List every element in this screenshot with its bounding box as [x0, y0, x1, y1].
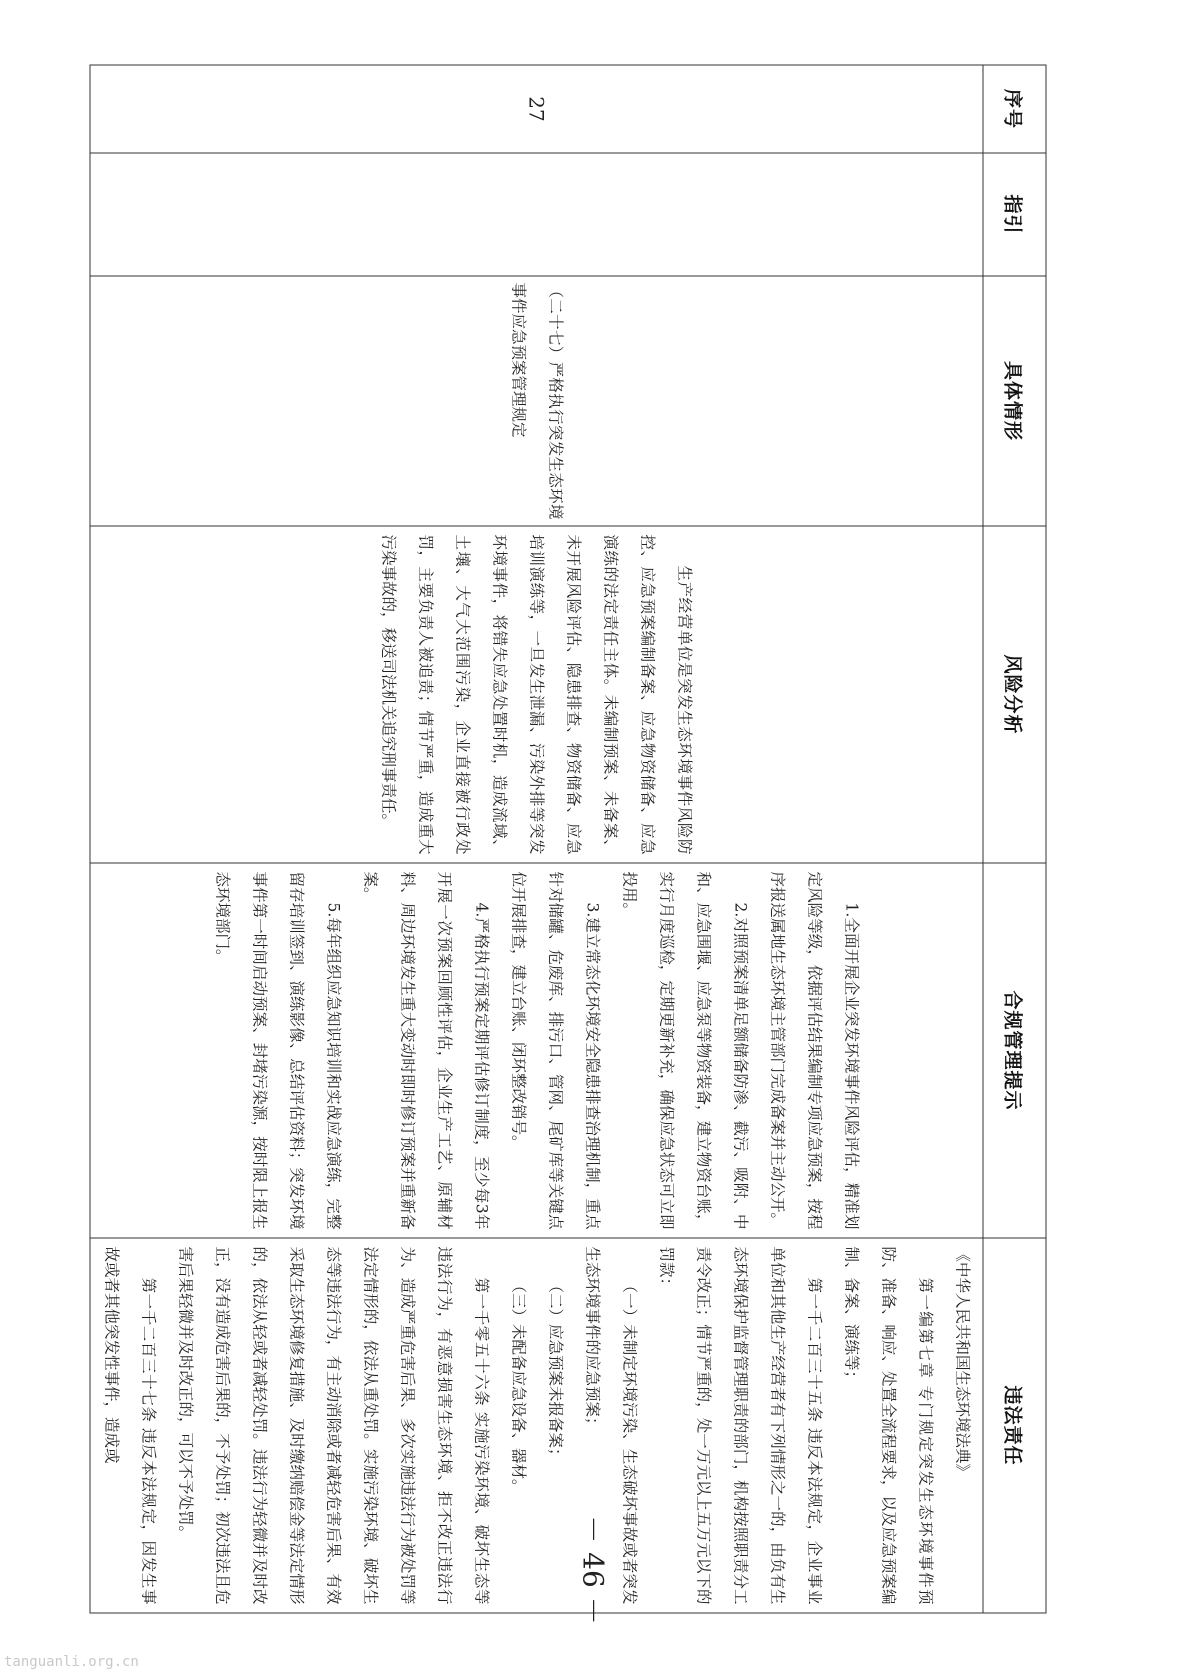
header-tips: 合规管理提示 — [983, 863, 1046, 1238]
watermark: tanguanli.org.cn — [4, 1654, 139, 1670]
liability-paragraph: （二）应急预案未报备案； — [546, 1277, 565, 1464]
tip-item: 1.全面开展企业突发环境事件风险评估，精准划定风险等级，依据评估结果编制专项应急预案，按程序报送属地生态环境主管部门完成备案并主动公开。 — [768, 871, 861, 1230]
compliance-table — [90, 65, 1047, 1614]
tip-item: 3.建立常态化环境安全隐患排查治理机制，重点针对储罐、危废库、排污口、管网、尾矿库等关键点位开展排查，建立台账、闭环整改销号。 — [509, 871, 602, 1230]
risk-text: 生产经营单位是突发生态环境事件风险防控、应急预案编制备案、应急物资储备、应急演练的法定责任主体。未编制预案、未备案、未开展风险评估、隐患排查、物资储备、应急培训演练等，一旦发生泄漏、污染外排等突发环境事件，将错失应急处置时机，造成流域、土壤、大气大范围污染，企业直接被行政处罚，主要负责人被追责；情节严重，造成重大污染事故的，移送司法机关追究刑事责任。 — [380, 534, 694, 855]
tip-item: 2.对照预案清单足额储备防渗、截污、吸附、中和、应急围堰、应急泵等物资装备，建立物资台账，实行月度巡检，定期更新补充，确保应急状态可立即投用。 — [620, 871, 750, 1230]
cell-tips — [90, 863, 983, 1238]
liability-paragraph: （一）未制定环境污染、生态破坏事故或者突发生态环境事件的应急预案； — [583, 1246, 639, 1605]
page-number-text: － 46 － — [577, 1515, 610, 1625]
page-number — [570, 1505, 620, 1635]
liability-code-title: 《中华人民共和国生态环境法典》 — [953, 1246, 972, 1480]
liability-paragraph: 第一编第七章 专门规定突发生态环境事件预防、准备、响应、处置全流程要求，以及应急预案编制、备案、演练等； — [842, 1246, 935, 1605]
liability-paragraph: 第一千零五十六条 实施污染环境、破坏生态等违法行为，有恶意损害生态环境、拒不改正违法行为、造成严重危害后果、多次实施违法行为被处罚等法定情形的，依法从重处罚。实施污染环境、破坏生态等违法行为，有主动消除或者减轻危害后果、有效采取生态环境修复措施、及时缴纳赔偿金等法定情形的，依法从轻或者减轻处罚。违法行为轻微并及时改正，没有造成危害后果的，不予处罚；初次违法且危害后果轻微并及时改正的，可以不予处罚。 — [176, 1246, 491, 1605]
situation-text: （二十七）严格执行突发生态环境事件应急预案管理规定 — [509, 282, 565, 520]
liability-paragraph: （三）未配备应急设备、器材。 — [509, 1277, 528, 1495]
cell-risk — [90, 526, 983, 863]
header-liability: 违法责任 — [983, 1238, 1046, 1613]
cell-liability — [90, 1238, 983, 1613]
header-situation: 具体情形 — [983, 276, 1046, 526]
cell-guide — [90, 153, 983, 276]
tip-item: 5.每年组织应急知识培训和实战应急演练，完整留存培训签到、演练影像、总结评估资料；突发环境事件第一时间启动预案、封堵污染源，按时限上报生态环境部门。 — [213, 871, 343, 1230]
liability-paragraph: 第一千二百三十五条 违反本法规定，企业事业单位和其他生产经营者有下列情形之一的，由负有生态环境保护监督管理职责的部门，机构按照职责分工责令改正；情节严重的，处一万元以上五万元以下的罚款： — [657, 1246, 824, 1605]
header-guide: 指引 — [983, 153, 1046, 276]
tip-item: 4.严格执行预案定期评估修订制度，至少每3年开展一次预案回顾性评估，企业生产工艺、原辅材料、周边环境发生重大变动时即时修订预案并重新备案。 — [361, 871, 491, 1230]
cell-situation — [90, 276, 983, 526]
header-seq: 序号 — [983, 65, 1046, 153]
rotated-table-container — [102, 65, 1047, 1613]
table-row — [90, 65, 983, 1613]
header-risk: 风险分析 — [983, 526, 1046, 863]
table-header-row — [983, 65, 1046, 1613]
cell-seq: 27 — [90, 65, 983, 153]
liability-paragraph: 第一千二百三十七条 违反本法规定，因发生事故或者其他突发性事件，造成或 — [102, 1246, 158, 1605]
